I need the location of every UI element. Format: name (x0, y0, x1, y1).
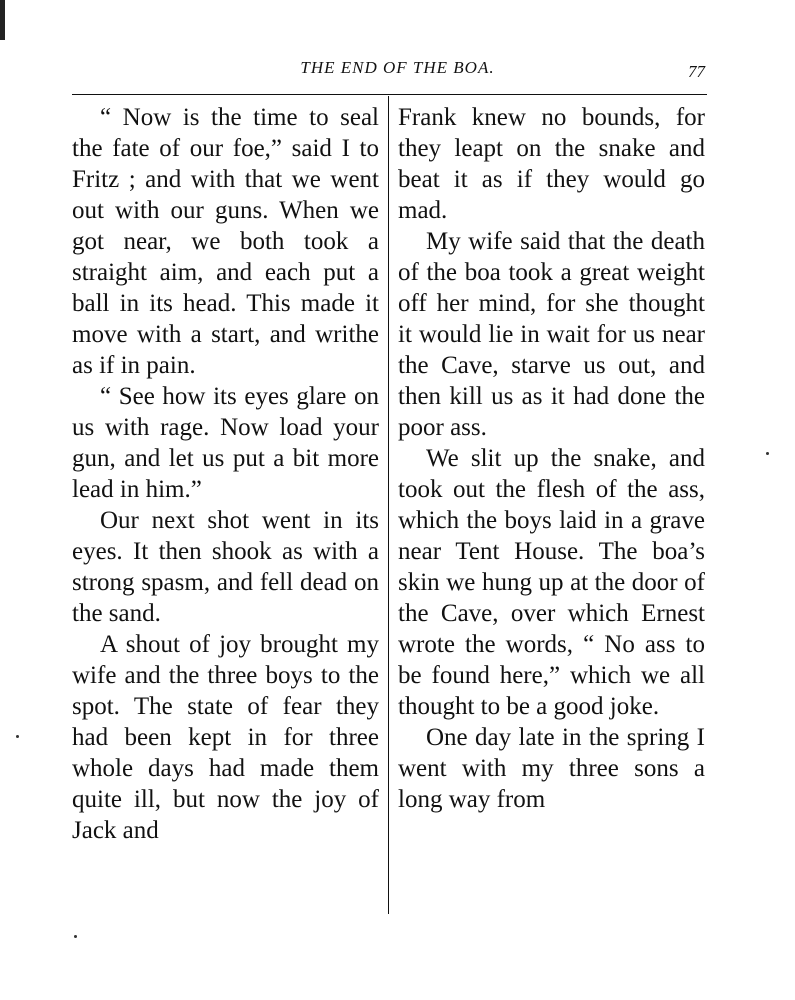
header-rule (72, 94, 707, 95)
page-header (0, 58, 795, 88)
paragraph: Frank knew no bounds, for they leapt on the snake and beat it as if they would go mad. (398, 104, 705, 224)
left-column (72, 102, 379, 912)
paragraph: A shout of joy brought my wife and the three boys to the spot. The state of fear they had been kept in for three whole days had made them quite ill, but now the joy of Jack and (72, 631, 379, 844)
page-edge-mark (0, 0, 5, 40)
print-speck (16, 735, 19, 738)
paragraph: “ See how its eyes glare on us with rage. Now load your gun, and let us put a bit more lead in him.” (72, 383, 379, 503)
page-number: 77 (688, 62, 705, 81)
paragraph: We slit up the snake, and took out the flesh of the ass, which the boys laid in a grave near Tent House. The boa’s skin we hung up at the door of the Cave, over which Ernest wrote the words, “ No ass to be found here,” which we all thought to be a good joke. (398, 445, 705, 720)
paragraph: “ Now is the time to seal the fate of our foe,” said I to Fritz ; and with that we went out with our guns. When we got near, we both took a straight aim, and each put a ball in its head. This made it move with a start, and writhe as if in pain. (72, 104, 379, 379)
print-speck (74, 935, 77, 938)
paragraph: Our next shot went in its eyes. It then shook as with a strong spasm, and fell dead on the sand. (72, 507, 379, 627)
running-title: THE END OF THE BOA. (300, 58, 495, 77)
right-column (398, 102, 705, 912)
paragraph: My wife said that the death of the boa took a great weight off her mind, for she thought it would lie in wait for us near the Cave, starve us out, and then kill us as it had done the poor ass. (398, 228, 705, 441)
column-divider (388, 96, 389, 914)
print-speck (766, 452, 769, 455)
paragraph: One day late in the spring I went with my three sons a long way from (398, 724, 705, 813)
